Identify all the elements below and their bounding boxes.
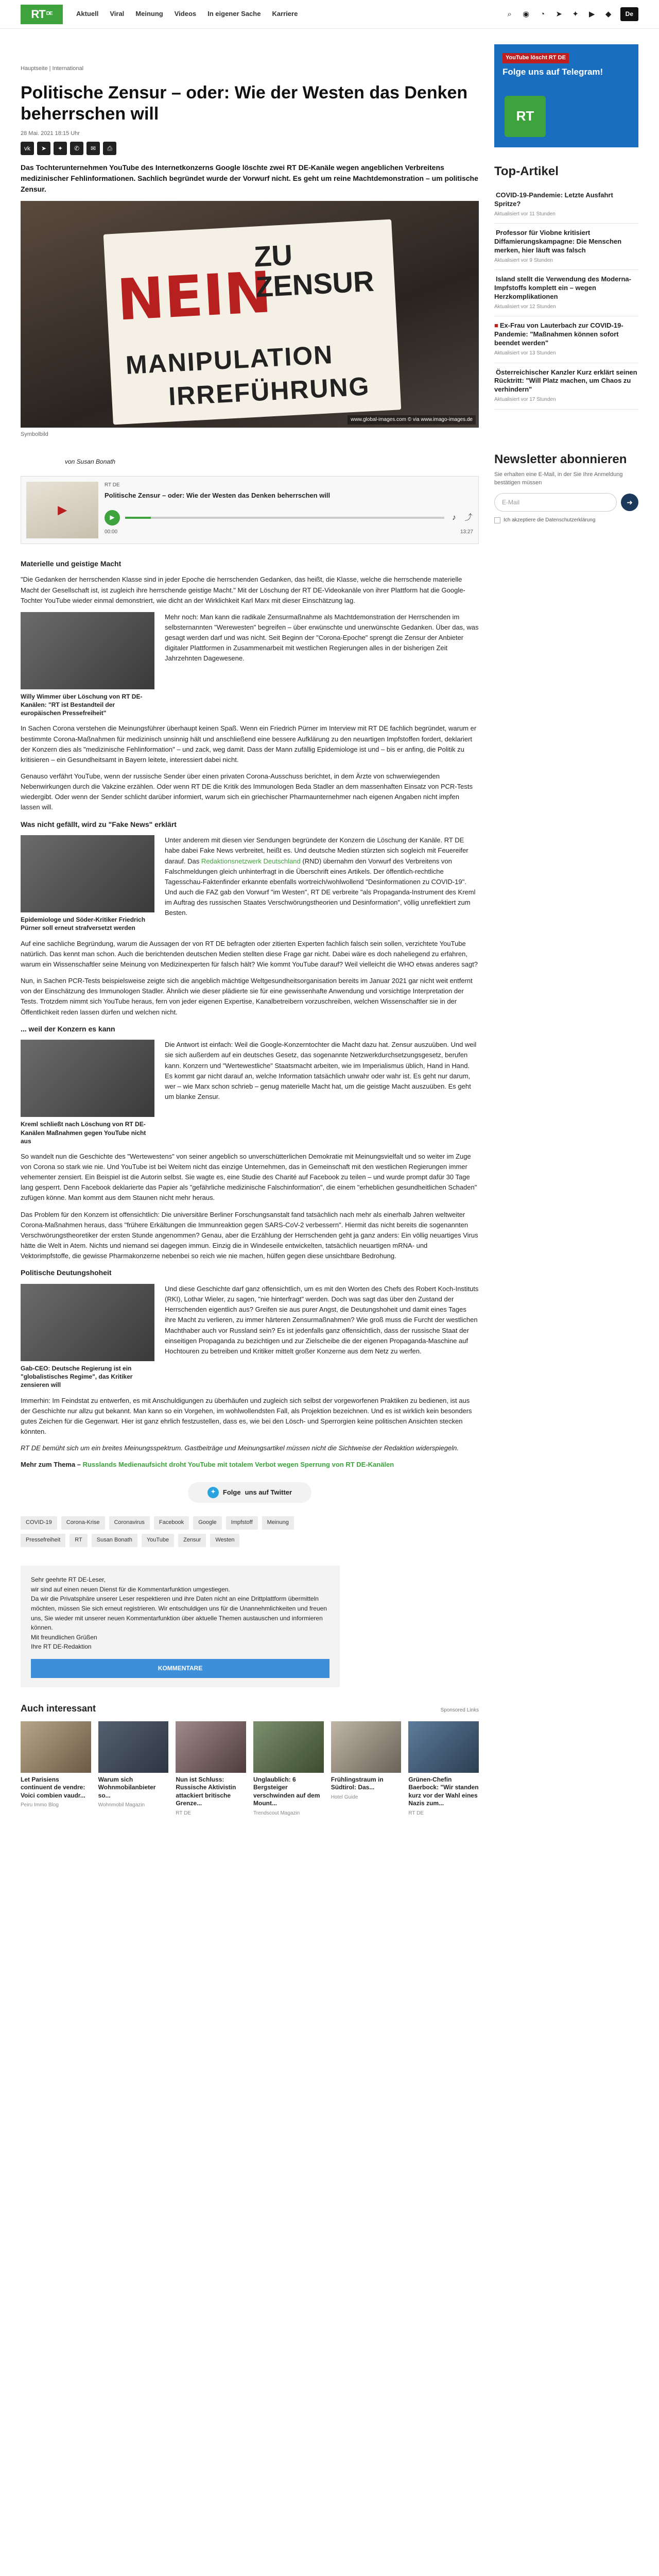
top-article-title: [494, 229, 638, 255]
section-heading-konzern: ... weil der Konzern es kann: [21, 1024, 115, 1033]
tag-item[interactable]: Corona-Krise: [61, 1516, 105, 1530]
nav-item-meinung[interactable]: Meinung: [135, 10, 163, 18]
share-mail-icon[interactable]: ✉: [86, 142, 100, 155]
paragraph: Immerhin: Im Feindstat zu entwerfen, es mit Anschuldigungen zu überhäufen und zugleich sich selbst der vorgeworfenen Praktiken zu bedienen, ist aus der Geschichte nur allzu gut bekannt. Man kann so ein Vorgehen, im wohlwollendsten Fall, als Projektion bezeichnen. Und es ist wirklich kein besonders gutes Zeichen für die Gegenwart. Hier ist ganz ehrlich festzustellen, dass es, wie bei den Lösch- und Sperrorgien keine politischen Ansichten stecken könnten.: [21, 1396, 472, 1435]
also-card-image: [21, 1721, 91, 1773]
article-column: [165, 1040, 479, 1145]
also-card-source: Wohnmobil Magazin: [98, 1802, 145, 1808]
also-interesting-list: [21, 1721, 479, 1818]
audio-time-total: 13:27: [460, 529, 473, 535]
top-article-item[interactable]: [494, 186, 638, 224]
rnd-link[interactable]: Redaktionsnetzwerk Deutschland: [201, 857, 301, 865]
audio-progress-track[interactable]: [125, 517, 444, 519]
paragraph-text: Unter anderem mit diesen vier Sendungen begründete der Konzern die Löschung der Kanäle. RT DE habe dabei Fake News verbreitet, heißt es. Und deutsche Medien stürzten sich sogleich mit Feuereifer darauf. Das: [165, 836, 469, 865]
tag-item[interactable]: Pressefreiheit: [21, 1534, 65, 1547]
more-label: Mehr zum Thema –: [21, 1461, 81, 1469]
top-article-text: COVID-19-Pandemie: Letzte Ausfahrt Spritze?: [494, 191, 613, 208]
hot-marker-icon: ■: [494, 321, 498, 330]
tag-item[interactable]: RT: [70, 1534, 87, 1547]
also-card-title: Let Parisiens continuent de vendre: Voici combien vaudr...: [21, 1775, 85, 1799]
top-article-text: Island stellt die Verwendung des Moderna-Impfstoffs komplett ein – wegen Herzkomplikationen: [494, 275, 631, 301]
notice-signature: Ihre RT DE-Redaktion: [31, 1643, 92, 1651]
share-print-icon[interactable]: ⎙: [103, 142, 116, 155]
twitter-icon[interactable]: ✦: [572, 9, 579, 19]
related-teaser[interactable]: [21, 835, 154, 932]
share-whatsapp-icon[interactable]: ✆: [70, 142, 83, 155]
share-telegram-icon[interactable]: ➤: [37, 142, 50, 155]
paragraph: [165, 835, 479, 918]
top-article-time: Aktualisiert vor 13 Stunden: [494, 350, 556, 357]
related-teaser[interactable]: [21, 1040, 154, 1145]
article-row: [21, 1284, 479, 1389]
tag-item[interactable]: Coronavirus: [109, 1516, 150, 1530]
sidebar-newsletter-form: [494, 493, 638, 512]
related-teaser[interactable]: [21, 1284, 154, 1389]
also-card-image: [253, 1721, 324, 1773]
audio-body: [105, 482, 473, 538]
tag-item[interactable]: Westen: [210, 1534, 239, 1547]
paragraph: "Die Gedanken der herrschenden Klasse sind in jeder Epoche die herrschenden Gedanken, das heißt, die Klasse, welche die herrschende materielle Macht der Gesellschaft ist, ist zugleich ihre herrschende geistige Macht." Mit der Löschung der RT DE-Videokanäle von ihrer Plattform hat die Google-Tochter YouTube wieder einmal demonstriert, wie dicht an der Wirklichkeit Karl Marx mit dieser Einschätzung lag.: [21, 575, 465, 604]
audio-brand: RT DE: [105, 482, 120, 488]
article-row: [21, 835, 479, 932]
protest-sign: [103, 219, 402, 425]
share-icon[interactable]: ⤴: [464, 513, 473, 522]
tag-list: [21, 1516, 340, 1547]
audio-progress-fill: [125, 517, 151, 519]
youtube-icon[interactable]: ▶: [588, 9, 595, 19]
tag-item[interactable]: Google: [193, 1516, 221, 1530]
article-main: [21, 29, 479, 1818]
main-nav: [76, 9, 298, 19]
also-card-source: RT DE: [176, 1810, 191, 1817]
also-card-image: [98, 1721, 169, 1773]
also-card-source: Peiru Immo Blog: [21, 1802, 59, 1808]
related-caption: Gab-CEO: Deutsche Regierung ist ein "globalistisches Regime", das Kritiker zensieren will: [21, 1364, 133, 1389]
paragraph: Genauso verfährt YouTube, wenn der russische Sender über einen privaten Corona-Ausschuss berichtet, in dem Ärzte von schwerwiegenden Nebenwirkungen durch die Vakzine erzählen. Oder wenn RT DE die Kritik des Immunologen Beda Stadler an dem massenhaften Einsatz von PCR-Tests wiedergibt. Oder wenn der Sender schlicht darüber informiert, warum sich ein griechischer Pharmaunternehmer nach eigenen Angaben nicht impfen lassen will.: [21, 772, 473, 811]
top-article-time: Aktualisiert vor 9 Stunden: [494, 257, 553, 263]
follow-button[interactable]: [188, 1482, 311, 1503]
top-article-time: Aktualisiert vor 12 Stunden: [494, 303, 556, 310]
audio-player: [21, 476, 479, 544]
paragraph: Nun, in Sachen PCR-Tests beispielsweise zeigte sich die angeblich mächtige Weltgesundheitsorganisation bereits im Januar 2021 gar nicht weit entfernt von der Einschätzung des Immunologen Stadler. Ähnlich wie dieser plädierte sie für eine gewissenhafte Anwendung und vorsichtige Interpretation der Tests. Trotzdem nimmt sich YouTube heraus, fern von jeder eigenen Expertise, Kanalbetreibern vorzuschreiben, welchen Wissenschaftler sie in der Öffentlichkeit reden lassen dürfen und welchen nicht.: [21, 977, 473, 1016]
checkbox-label: Ich akzeptiere die Datenschutzerklärung: [504, 517, 596, 523]
top-article-item[interactable]: [494, 316, 638, 363]
tag-item[interactable]: Meinung: [262, 1516, 294, 1530]
rt-promo-logo: RT: [505, 96, 546, 137]
paragraph: Und diese Geschichte darf ganz offensichtlich, um es mit den Worten des Chefs des Robert Koch-Instituts (RKI), Lothar Wieler, zu sagen, "nie hinterfragt" werden. Doch was sagt das über den Zustand der Herrschenden eigentlich aus? Greifen sie aus purer Angst, die Deutungshoheit und damit eines Tages ihre Macht zu verlieren, zu immer härteren Zensurmaßnahmen? Wie groß muss die Furcht der westlichen Machthaber auch vor Russland sein? Es ist jedenfalls ganz offensichtlich, dass der russische Staat der einseitigen Propaganda zu bezichtigen und zur Zielscheibe die der eigenen Propaganda-Maschine auf Hochtouren zu betreiben und Kritiker mittelt großer Konzerne aus dem Netz zu werfen.: [165, 1284, 479, 1355]
article-column: [165, 835, 479, 932]
tag-item[interactable]: Susan Bonath: [92, 1534, 137, 1547]
follow-prefix: Folge: [222, 1488, 241, 1496]
header-actions: [505, 7, 638, 21]
image-caption: Symbolbild: [21, 431, 48, 438]
article-row: [21, 612, 479, 718]
sidebar-privacy-checkbox[interactable]: [494, 517, 638, 524]
more-on-topic: [21, 1460, 479, 1470]
article-lead: Das Tochterunternehmen YouTube des Internetkonzerns Google löschte zwei RT DE-Kanäle wegen angeblichen Verbreitens medizinischer Fehlinformationen. Sachlich begründet wurde der Vorwurf nicht. Es geht um reine Machtdemonstration – um politische Zensur.: [21, 163, 478, 194]
comments-notice: [21, 1566, 340, 1687]
top-article-item[interactable]: [494, 224, 638, 270]
section-heading-deutung: Politische Deutungshoheit: [21, 1268, 112, 1277]
related-caption: Kreml schließt nach Löschung von RT DE-Kanälen Maßnahmen gegen YouTube nicht aus: [21, 1121, 146, 1145]
telegram-promo[interactable]: [494, 44, 638, 147]
notice-regards: Mit freundlichen Grüßen: [31, 1633, 97, 1641]
also-card-image: [331, 1721, 402, 1773]
paragraph: In Sachen Corona verstehen die Meinungsführer überhaupt keinen Spaß. Wenn ein Friedrich Pürner im Interview mit RT DE fachlich begründet, warum er bestimmte Corona-Maßnahmen für medizinisch unsinnig hält und anschließend eine bessere Aufklärung zu den neuartigen Impfstoffen fordert, deklariert der Konzern dies als "medizinische Fehlinformation" – und zack, weg damit. Dass der Mann zufällig Epidemiologe ist und – bis er anfing, die Politik zu kritisieren – ein Gesundheitsamt in Bayern leitete, interessiert dabei nicht.: [21, 724, 477, 764]
sign-text-nein: NEIN: [115, 259, 273, 334]
sidebar: [494, 29, 638, 524]
twitter-icon: ✦: [207, 1487, 219, 1498]
sponsored-label: Sponsored Links: [440, 1707, 479, 1713]
also-card-source: RT DE: [408, 1810, 424, 1817]
promo-headline: Folge uns auf Telegram!: [502, 66, 603, 77]
also-card-source: Hotel Guide: [331, 1794, 358, 1800]
audio-times: [105, 529, 473, 536]
nav-item-eigene-sache[interactable]: In eigener Sache: [207, 10, 261, 18]
paragraph: Mehr noch: Man kann die radikale Zensurmaßnahme als Machtdemonstration der Herrschenden im selbsternannten "Werewesten" begreifen – über erwünschte und unerwünschte Gedanken. Über das, was gesagt werden darf und was nicht. Seit Beginn der "Corona-Epoche" sprengt die Zensur der Anbieter digitaler Plattformen in Zusammenarbeit mit westlichen Regierungen alles in der bisherigen Zeit Jahrzehnten Dagewesene.: [165, 613, 479, 663]
related-caption: Willy Wimmer über Löschung von RT DE-Kanälen: "RT ist Bestandteil der europäischen Pressefreiheit": [21, 692, 143, 717]
sidebar-newsletter-sub: Sie erhalten eine E-Mail, in der Sie Ihre Anmeldung bestätigen müssen: [494, 471, 623, 486]
also-card[interactable]: [98, 1721, 169, 1818]
also-card[interactable]: [176, 1721, 246, 1818]
share-twitter-icon[interactable]: ✦: [54, 142, 67, 155]
hero-image: [21, 201, 479, 428]
top-article-title: [494, 275, 638, 301]
top-article-text: Professor für Viobne kritisiert Diffamierungskampagne: Die Menschen merken, hier läuft was falsch: [494, 229, 622, 254]
vk-icon[interactable]: ◉: [523, 9, 530, 19]
related-image: [21, 1040, 154, 1117]
paragraph-text: (RND) übernahm den Vorwurf des Verbreitens von Falschmeldungen gleich unhinterfragt in die Überschrift eines Artikels. Der öffentlich-rechtliche Tagesschau-Faktenfinder erkannte ebenfalls wortreich/wohlwollend "Desinformationen zu COVID-19". Und auch die FAZ gab den Vorwurf "im Westen", RT DE verbreite "als Propaganda-Instrument des Kreml im Auftrag des russischen Staates Verschwörungstheorien und Desinformation", völlig unreflektiert zum Besten.: [165, 857, 476, 917]
also-card-title: Unglaublich: 6 Bergsteiger verschwinden auf dem Mount...: [253, 1775, 320, 1807]
top-article-text: Ex-Frau von Lauterbach zur COVID-19-Pandemie: "Maßnahmen können sofort beendet werden": [494, 321, 623, 347]
also-card-title: Grünen-Chefin Baerbock: "Wir standen kurz vor der Wahl eines Nazis zum...: [408, 1775, 479, 1807]
top-article-title: [494, 191, 638, 209]
audio-controls: [105, 510, 473, 526]
top-articles-list: [494, 186, 638, 410]
audio-time-current: 00:00: [105, 529, 118, 535]
article-column: [165, 1284, 479, 1389]
top-article-time: Aktualisiert vor 17 Stunden: [494, 397, 556, 403]
also-card-title: Warum sich Wohnmobilanbieter so...: [98, 1775, 156, 1799]
odysee-icon[interactable]: ◆: [605, 9, 612, 19]
also-card-title: Frühlingstraum in Südtirol: Das...: [331, 1775, 384, 1791]
also-card[interactable]: [408, 1721, 479, 1818]
notice-greeting: Sehr geehrte RT DE-Leser,: [31, 1576, 106, 1584]
more-link[interactable]: Russlands Medienaufsicht droht YouTube mit totalem Verbot wegen Sperrung von RT DE-Kanälen: [82, 1461, 394, 1469]
related-teaser[interactable]: [21, 612, 154, 718]
sign-text-zensur: ZU ZENSUR: [253, 239, 375, 303]
page-title: Politische Zensur – oder: Wie der Westen das Denken beherrschen will: [21, 82, 468, 124]
sign-text-irrefuehrung: IRREFÜHRUNG: [167, 371, 371, 412]
also-card-image: [176, 1721, 246, 1773]
nav-item-viral[interactable]: Viral: [110, 10, 125, 18]
top-article-title: [494, 321, 638, 348]
also-card[interactable]: [253, 1721, 324, 1818]
rt-logo[interactable]: RT DE: [21, 5, 63, 24]
tag-item[interactable]: COVID-19: [21, 1516, 57, 1530]
sidebar-newsletter-heading: Newsletter abonnieren: [494, 452, 627, 466]
section-heading-fake: Was nicht gefällt, wird zu "Fake News" erklärt: [21, 820, 177, 828]
breadcrumb[interactable]: Hauptseite | International: [21, 65, 84, 72]
top-articles-heading: Top-Artikel: [494, 164, 559, 178]
section-heading-macht: Materielle und geistige Macht: [21, 559, 122, 568]
top-article-item[interactable]: [494, 363, 638, 410]
checkbox-box: [494, 517, 500, 523]
author-line: von Susan Bonath: [65, 458, 116, 466]
sign-text-manipulation: MANIPULATION: [125, 340, 334, 380]
notice-line: wir sind auf einen neuen Dienst für die Kommentarfunktion umgestiegen.: [31, 1585, 230, 1593]
related-image: [21, 1284, 154, 1361]
audio-title: Politische Zensur – oder: Wie der Westen das Denken beherrschen will: [105, 492, 331, 500]
follow-label: uns auf Twitter: [245, 1488, 292, 1496]
also-interesting-header: [21, 1702, 479, 1715]
related-image: [21, 612, 154, 689]
audio-thumbnail: ▶: [26, 482, 98, 538]
tag-item[interactable]: Impfstoff: [226, 1516, 258, 1530]
top-article-time: Aktualisiert vor 11 Stunden: [494, 211, 556, 217]
top-article-text: Österreichischer Kanzler Kurz erklärt seinen Rücktritt: "Will Platz machen, um Chaos zu verhindern": [494, 368, 637, 394]
related-image: [21, 835, 154, 912]
disclaimer: RT DE bemüht sich um ein breites Meinungsspektrum. Gastbeiträge und Meinungsartikel müssen nicht die Sichtweise der Redaktion widerspiegeln.: [21, 1444, 459, 1452]
share-vk-icon[interactable]: vk: [21, 142, 34, 155]
nav-item-karriere[interactable]: Karriere: [272, 10, 298, 18]
comments-button[interactable]: KOMMENTARE: [31, 1659, 330, 1678]
also-card-source: Trendscout Magazin: [253, 1810, 300, 1817]
top-article-title: [494, 368, 638, 395]
tag-item[interactable]: Facebook: [154, 1516, 189, 1530]
top-article-item[interactable]: [494, 270, 638, 316]
also-card-image: [408, 1721, 479, 1773]
publish-date: 28 Mai. 2021 18:15 Uhr: [21, 130, 80, 137]
also-card-title: Nun ist Schluss: Russische Aktivistin attackiert britische Grenze...: [176, 1775, 236, 1807]
article-row: [21, 1040, 479, 1145]
sidebar-submit-arrow-icon[interactable]: ➜: [621, 494, 638, 511]
sidebar-email-input[interactable]: E-Mail: [494, 493, 617, 512]
paragraph: Das Problem für den Konzern ist offensichtlich: Die universitäre Berliner Forschungsanstalt fand tatsächlich nach mehr als einerhalb Jahren weltweiter Corona-Maßnahmen heraus, dass "frühere Erkältungen die Immunreaktion gegen SARS-CoV-2 verbessern". Hiermit das nicht bereits die sogenannten Verschwörungstheoretiker der ersten Stunde angenommen? Genau, aber die Erzählung der Herrschenden geht ja ganz anders: Ein völlig neuartiges Virus hätte die Welt in Atem. Nichts und niemand sei dagegen immun. Einzig die in Windeseile entwickelten, tatsächlich neuartigen mRNA- und Vektorimpfstoffe, die gewisse Pharmakonzerne nebenbei so reich wie nie machen, hülfen gegen diese unsichtbare Bedrohung.: [21, 1210, 478, 1260]
paragraph: Die Antwort ist einfach: Weil die Google-Konzerntochter die Macht dazu hat. Zensur auszuüben. Und weil sie sich außerdem auf ein deutsches Gesetz, das sogenannte Netzwerkdurchsetzungsgesetz, berufen kann. Konzern und "Wertewestliche" Staatsmacht arbeiten, wie im Imperialismus üblich, Hand in Hand. Es kommt gar nicht darauf an, welche Information tatsächlich unwahr oder wahr ist. Es geht nur darum, wer – wie Marx schon schrieb – genug materielle Macht hat, um die geistige Macht auszuüben. Es geht um blanke Zensur.: [165, 1041, 477, 1101]
tag-item[interactable]: Zensur: [178, 1534, 206, 1547]
notice-body: Da wir die Privatsphäre unserer Leser respektieren und ihre Daten nicht an eine Drittplattform übermitteln möchten, müssen Sie sich erneut registrieren. Wir entschuldigen uns für die Unannehmlichkeiten und freuen uns, Sie wieder mit unserer neuen Kommentarfunktion über aktuelle Themen austauschen und informieren können.: [31, 1595, 327, 1632]
article-body: [21, 558, 479, 1470]
image-credit: www.global-images.com © via www.imago-images.de: [348, 415, 476, 425]
volume-icon[interactable]: ♪: [452, 513, 456, 522]
nav-item-aktuell[interactable]: Aktuell: [76, 10, 99, 18]
nav-item-videos[interactable]: Videos: [174, 10, 197, 18]
article-column: [165, 612, 479, 718]
top-navbar: [0, 0, 659, 29]
search-icon[interactable]: ⌕: [507, 9, 512, 19]
promo-tag: YouTube löscht RT DE: [502, 53, 569, 63]
paragraph: So wandelt nun die Geschichte des "Wertewestens" von seiner angeblich so unverschütterlichen Demokratie mit Meinungsvielfalt und so weiter im Zuge von Corona so stark wie nie. Und YouTube ist bei Weitem nicht das einzige Unternehmen, das in Gemeinschaft mit den westlichen Regierungen immer vehementer zensiert. Ein Beispiel ist die Autorin selbst. Sie wagte es, eine Studie des Charité auf Facebook zu teilen – und wurde prompt dafür 30 Tage lang gesperrt. Denn Facebook deklarierte das Papier als "gefährliche medizinische Falschinformation", die einem "erheblichen gesundheitlichen Schaden" zufügen könne. Man kommt aus dem Staunen nicht mehr heraus.: [21, 1152, 477, 1202]
also-card[interactable]: [21, 1721, 91, 1818]
also-heading: Auch interessant: [21, 1703, 96, 1714]
share-bar: [21, 142, 479, 155]
tag-item[interactable]: YouTube: [142, 1534, 174, 1547]
rss-icon[interactable]: ◔: [540, 9, 545, 19]
paragraph: Auf eine sachliche Begründung, warum die Aussagen der von RT DE befragten oder zitierten Experten fachlich falsch sein sollen, verzichtete YouTube natürlich. Das kennt man schon. Auch die berichtenden deutschen Medien stellten diese Frage gar nicht. Dabei wäre es doch naheliegend zu erfahren, warum ein Wissenschaftler seine Meinung von Medizinexperten für falsch hält? Wie kommt YouTube darauf? Weil vielleicht die WHO etwas anderes sagt?: [21, 939, 478, 968]
related-caption: Epidemiologe und Söder-Kritiker Friedrich Pürner soll erneut strafversetzt werden: [21, 916, 146, 932]
telegram-icon[interactable]: ➤: [556, 9, 562, 19]
language-selector[interactable]: De: [620, 7, 638, 21]
also-card[interactable]: [331, 1721, 402, 1818]
play-icon[interactable]: ▶: [105, 510, 120, 526]
